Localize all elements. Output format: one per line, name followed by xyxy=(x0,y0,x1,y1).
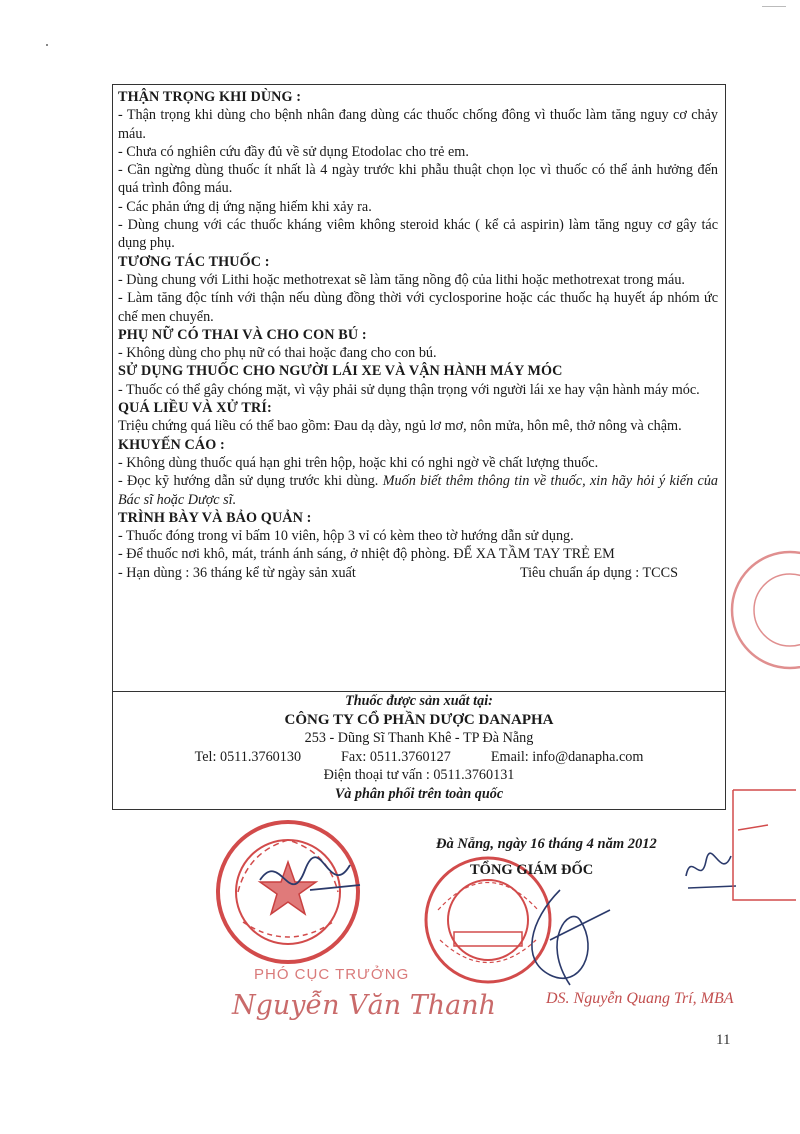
fax: Fax: 0511.3760127 xyxy=(341,748,451,765)
scan-dot xyxy=(46,44,48,46)
director-title: TỔNG GIÁM ĐỐC xyxy=(470,862,594,878)
section-line: - Chưa có nghiên cứu đầy đủ về sử dụng Etodolac cho trẻ em. xyxy=(118,143,469,160)
hotline: Điện thoại tư vấn : 0511.3760131 xyxy=(323,767,515,784)
margin-seal-icon xyxy=(730,540,800,690)
warning-plain: - Đọc kỹ hướng dẫn sử dụng trước khi dùng. xyxy=(118,473,383,490)
director-signature-icon xyxy=(510,880,620,990)
storage-line: - Để thuốc nơi khô, mát, tránh ánh sáng, ở nhiệt độ phòng. ĐỂ XA TẦM TAY TRẺ EM xyxy=(118,546,615,563)
section-line: - Thận trọng khi dùng cho bệnh nhân đang dùng các thuốc chống đông vì thuốc làm tăng nguy cơ chảy máu. xyxy=(118,107,718,142)
section-heading: SỬ DỤNG THUỐC CHO NGƯỜI LÁI XE VÀ VẬN HÀNH MÁY MÓC xyxy=(118,363,563,380)
manufacturer-block xyxy=(112,692,726,804)
section-line: - Các phản ứng dị ứng nặng hiếm khi xảy ra. xyxy=(118,198,372,215)
signature-date: Đà Nẵng, ngày 16 tháng 4 năm 2012 xyxy=(436,836,657,852)
section-heading: QUÁ LIỀU VÀ XỬ TRÍ: xyxy=(118,400,272,417)
section-line: - Làm tăng độc tính với thận nếu dùng đồng thời với cyclosporine hoặc các thuốc hạ huyết áp nhóm ức chế men chuyển. xyxy=(118,290,718,325)
section-line: - Dùng chung với Lithi hoặc methotrexat sẽ làm tăng nồng độ của lithi hoặc methotrexat trong máu. xyxy=(118,271,685,288)
contact-row xyxy=(112,748,726,767)
storage-heading: TRÌNH BÀY VÀ BẢO QUẢN : xyxy=(118,509,312,526)
storage-expiry-row xyxy=(118,564,718,582)
deputy-name: Nguyễn Văn Thanh xyxy=(232,990,496,1021)
warning-heading: KHUYẾN CÁO : xyxy=(118,436,225,453)
company-address: 253 - Dũng Sĩ Thanh Khê - TP Đà Nẵng xyxy=(304,730,534,747)
distribution: Và phân phối trên toàn quốc xyxy=(334,785,504,802)
section-line: - Dùng chung với các thuốc kháng viêm không steroid khác ( kể cả aspirin) làm tăng nguy cơ gây tác dụng phụ. xyxy=(118,217,718,252)
deputy-signature-icon xyxy=(250,840,370,920)
page-number: 11 xyxy=(716,1032,731,1048)
scan-corner-mark xyxy=(762,6,786,7)
produced-by: Thuốc được sản xuất tại: xyxy=(345,693,493,709)
section-heading: THẬN TRỌNG KHI DÙNG : xyxy=(118,89,302,105)
warning-line-2 xyxy=(118,472,718,509)
section-line: Triệu chứng quá liều có thể bao gồm: Đau dạ dày, ngủ lơ mơ, nôn mửa, hôn mê, thở nông và chậm. xyxy=(118,418,682,435)
section-line: - Cần ngừng dùng thuốc ít nhất là 4 ngày trước khi phẫu thuật chọn lọc vì thuốc có thể ảnh hưởng đến quá trình đông máu. xyxy=(118,162,718,197)
tel: Tel: 0511.3760130 xyxy=(194,748,302,765)
company-name: CÔNG TY CỔ PHẦN DƯỢC DANAPHA xyxy=(284,711,554,728)
section-line: - Không dùng cho phụ nữ có thai hoặc đang cho con bú. xyxy=(118,345,437,362)
leaflet-body xyxy=(118,88,718,582)
warning-line: - Không dùng thuốc quá hạn ghi trên hộp, hoặc khi có nghi ngờ về chất lượng thuốc. xyxy=(118,454,599,471)
section-heading: TƯƠNG TÁC THUỐC : xyxy=(118,253,270,270)
warning-italic: Muốn biết thêm thông tin về thuốc, xin hãy hỏi ý kiến của Bác sĩ hoặc Dược sĩ. xyxy=(118,473,719,508)
email: Email: info@danapha.com xyxy=(490,748,644,765)
director-name: DS. Nguyễn Quang Trí, MBA xyxy=(546,990,734,1007)
expiry-text: - Hạn dùng : 36 tháng kể từ ngày sản xuất xyxy=(118,564,356,581)
section-line: - Thuốc có thể gây chóng mặt, vì vậy phải sử dụng thận trọng với người lái xe hay vận hành máy móc. xyxy=(118,381,700,398)
section-heading: PHỤ NỮ CÓ THAI VÀ CHO CON BÚ : xyxy=(118,326,367,343)
standard-text: Tiêu chuẩn áp dụng : TCCS xyxy=(519,564,678,581)
margin-stamp-icon xyxy=(728,770,800,920)
storage-line: - Thuốc đóng trong vỉ bấm 10 viên, hộp 3 vỉ có kèm theo tờ hướng dẫn sử dụng. xyxy=(118,528,574,545)
deputy-title: PHÓ CỤC TRƯỞNG xyxy=(254,966,410,983)
